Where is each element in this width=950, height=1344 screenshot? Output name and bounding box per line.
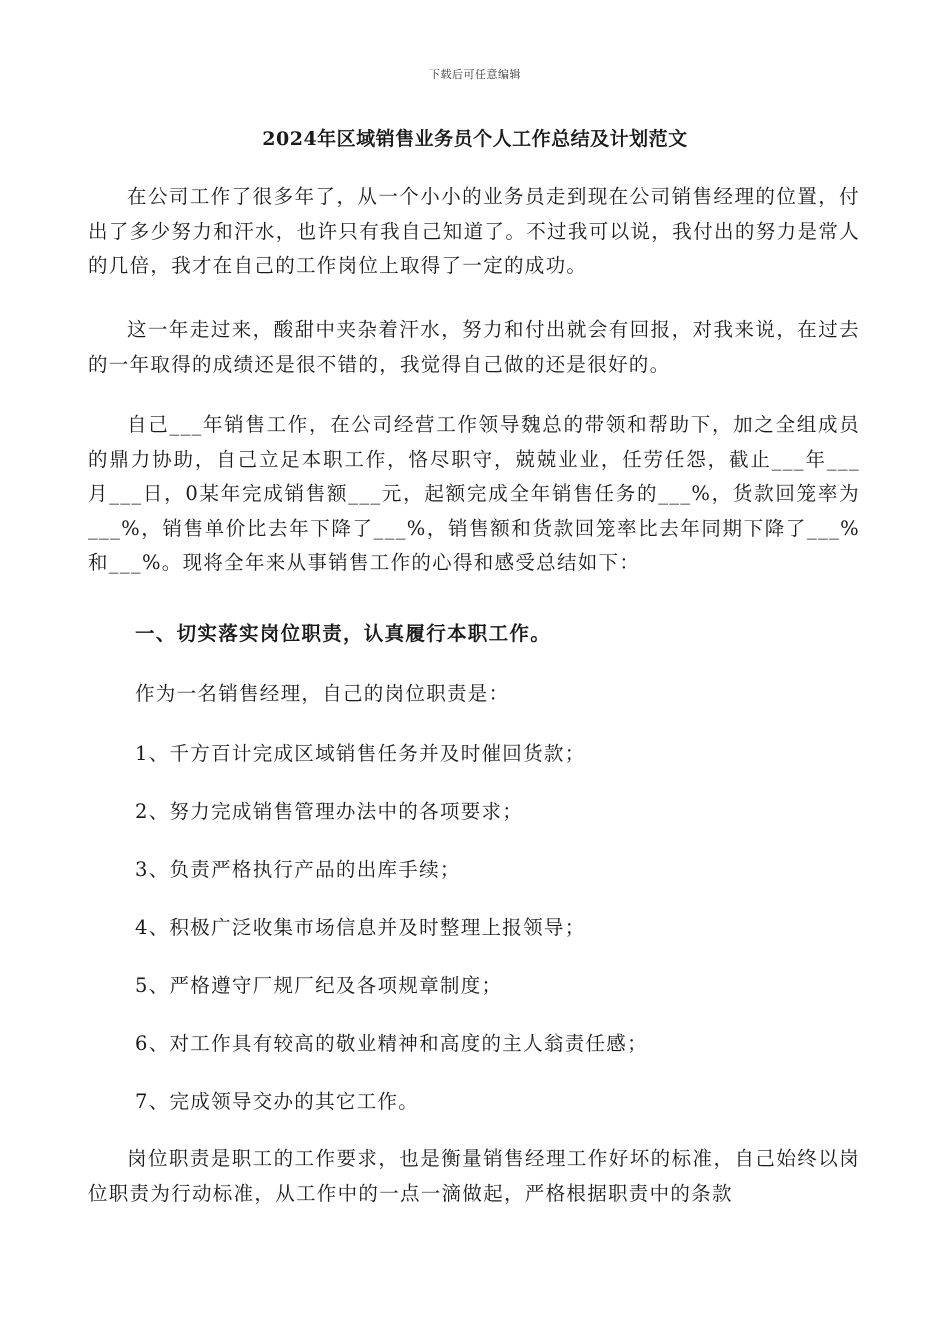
duty-item-5: 5、严格遵守厂规厂纪及各项规章制度； [135,974,503,997]
paragraph-last: 岗位职责是职工的工作要求，也是衡量销售经理工作好坏的标准，自己始终以岗位职责为行动标准，从工作中的一点一滴做起，严格根据职责中的条款 [88,1147,860,1205]
document-title: 2024年区域销售业务员个人工作总结及计划范文 [262,128,688,150]
duty-item-7: 7、完成领导交办的其它工作。 [135,1090,420,1113]
duty-item-6: 6、对工作具有较高的敬业精神和高度的主人翁责任感； [135,1032,648,1055]
duty-item-2: 2、努力完成销售管理办法中的各项要求； [135,800,524,823]
paragraph-2: 这一年走过来，酸甜中夹杂着汗水，努力和付出就会有回报，对我来说，在过去的一年取得的成绩还是很不错的，我觉得自己做的还是很好的。 [88,318,860,376]
duty-item-1: 1、千方百计完成区域销售任务并及时催回货款； [135,742,586,765]
paragraph-1: 在公司工作了很多年了，从一个小小的业务员走到现在公司销售经理的位置，付出了多少努力和汗水，也许只有我自己知道了。不过我可以说，我付出的努力是常人的几倍，我才在自己的工作岗位上取得了一定的成功。 [88,185,860,277]
section-1-intro: 作为一名销售经理，自己的岗位职责是： [135,682,510,705]
paragraph-3: 自己___年销售工作，在公司经营工作领导魏总的带领和帮助下，加之全组成员的鼎力协助，自己立足本职工作，恪尽职守，兢兢业业，任劳任怨，截止___年___月___日，0某年完成销售额___元，起额完成全年销售任务的___%，货款回笼率为___%，销售单价比去年下降了___%，销售额和货款回笼率比去年同期下降了___%和___%。现将全年来从事销售工作的心得和感受总结如下： [88,413,860,574]
header-note: 下载后可任意编辑 [429,68,521,81]
section-1-heading: 一、切实落实岗位职责，认真履行本职工作。 [135,622,552,645]
duty-item-3: 3、负责严格执行产品的出库手续； [135,858,461,881]
duty-item-4: 4、积极广泛收集市场信息并及时整理上报领导； [135,916,586,939]
